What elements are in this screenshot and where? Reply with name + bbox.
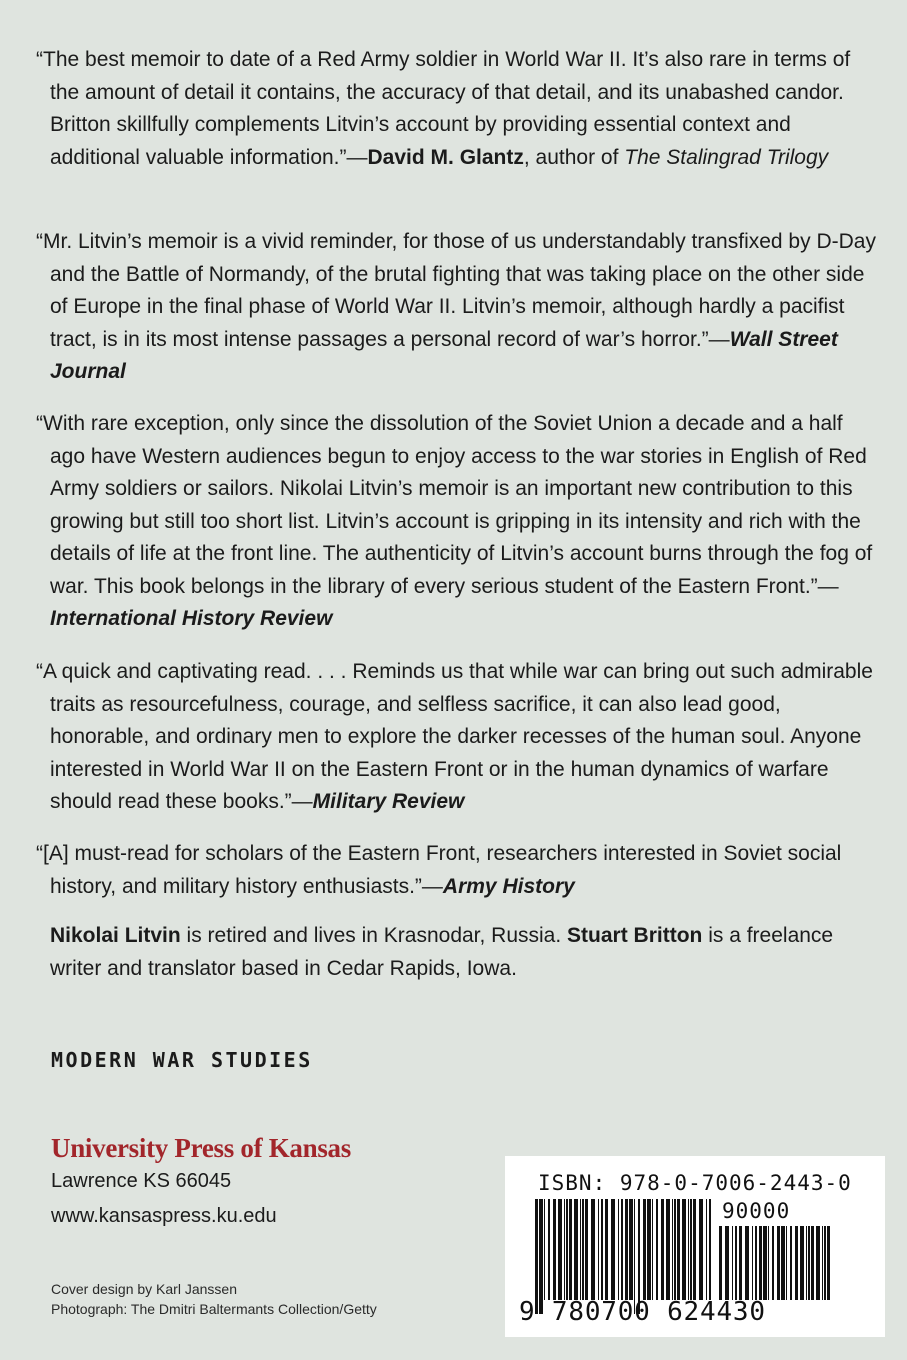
barcode-bar <box>621 1199 623 1300</box>
barcode-bar <box>772 1226 774 1300</box>
barcode-bar <box>725 1226 729 1300</box>
barcode-bar <box>591 1199 595 1300</box>
blurb-source: Military Review <box>312 790 465 813</box>
barcode-bar <box>585 1199 588 1300</box>
blurb-text: “The best memoir to date of a Red Army soldier in World War II. It’s also rare in terms of the amount of detail it contains, the accuracy of that detail, and its unabashed candor. Britton skillfully complements Litvin’s account by providing essential context and additional valuable information.”— <box>36 48 851 169</box>
bio-text: is a freelance writer and translator based in Cedar Rapids, Iowa. <box>50 924 834 980</box>
blurb-text: “Mr. Litvin’s memoir is a vivid reminder, for those of us understandably transfixed by D-Day and the Battle of Normandy, of the brutal fighting that was taking place on the other side of Europe in the final phase of World War II. Litvin’s memoir, although hardly a pacifist tract, is in its most intense passages a personal record of war’s horror.”— <box>36 230 876 351</box>
bio-name-litvin: Nikolai Litvin <box>50 924 181 947</box>
barcode-bar <box>611 1199 615 1300</box>
blurb-wsj <box>36 226 882 389</box>
barcode-bar <box>553 1199 556 1300</box>
publisher-name: University Press of Kansas <box>51 1133 351 1163</box>
blurb-military-review <box>36 656 882 819</box>
blurb-ihr <box>36 408 882 636</box>
blurb-army-history <box>36 838 882 903</box>
blurb-glantz <box>36 44 882 174</box>
barcode-bar <box>768 1226 769 1300</box>
blurb-text: “With rare exception, only since the dissolution of the Soviet Union a decade and a half ago have Western audiences begun to enjoy access to the war stories in English of Red Army soldiers or sailors. Nikolai Litvin’s memoir is an important new contribution to this growing but still too short list. Litvin’s account is gripping in its intensity and rich with the details of life at the front line. The authenticity of Litvin’s account burns through the fog of war. This book belongs in the library of every serious student of the Eastern Front.”— <box>36 412 873 598</box>
barcode-bar <box>781 1226 785 1300</box>
barcode-bar <box>677 1199 680 1300</box>
barcode-bar <box>656 1199 658 1300</box>
barcode-bar <box>827 1226 830 1300</box>
barcode-bar <box>661 1199 664 1300</box>
barcode-bar <box>786 1226 787 1300</box>
blurb-author: David M. Glantz <box>367 145 524 169</box>
barcode-bar <box>688 1199 689 1300</box>
barcode-bar <box>643 1199 646 1300</box>
barcode-bar <box>674 1199 676 1300</box>
barcode-bar <box>759 1226 762 1300</box>
ean-digits: 9 780700 624430 <box>519 1297 766 1327</box>
barcode-bar <box>800 1226 804 1300</box>
barcode-bar <box>811 1226 814 1300</box>
barcode-bar <box>795 1226 798 1300</box>
barcode-bar <box>790 1226 792 1300</box>
barcode-bar <box>618 1199 619 1300</box>
barcode-bar <box>824 1226 826 1300</box>
barcode-bar <box>709 1199 711 1300</box>
blurb-source: Wall Street Journal <box>50 327 838 383</box>
blurb-work-title: The Stalingrad Trilogy <box>624 145 829 169</box>
publisher-website[interactable]: www.kansaspress.ku.edu <box>51 1205 277 1227</box>
barcode-bar <box>647 1199 651 1300</box>
blurb-text: “[A] must-read for scholars of the Eastern Front, researchers interested in Soviet social history, and military history enthusiasts.”— <box>36 842 842 898</box>
price-code-label: 90000 <box>722 1199 791 1223</box>
barcode-bar <box>566 1199 568 1300</box>
isbn-label: ISBN: 978-0-7006-2443-0 <box>538 1171 852 1195</box>
barcode-bar <box>672 1199 673 1300</box>
barcode-bar <box>548 1199 550 1300</box>
cover-design-credit: Cover design by Karl Janssen <box>51 1281 237 1297</box>
bio-name-britton: Stuart Britton <box>567 924 703 947</box>
barcode-bar <box>755 1226 757 1300</box>
barcode-bar <box>544 1199 545 1300</box>
barcode-bar <box>752 1226 753 1300</box>
barcode-bar <box>745 1226 749 1300</box>
barcode-bar <box>605 1199 608 1300</box>
barcode-bar <box>682 1199 686 1300</box>
publisher-city: Lawrence KS 66045 <box>51 1170 232 1192</box>
barcode-bar <box>569 1199 572 1300</box>
barcode-bar <box>629 1199 633 1300</box>
blurb-source: International History Review <box>50 607 333 630</box>
barcode-bar <box>808 1226 810 1300</box>
bio-text: is retired and lives in Krasnodar, Russia. <box>180 924 568 947</box>
barcode-bar <box>580 1199 581 1300</box>
blurb-source: Army History <box>442 874 575 898</box>
barcode-bar <box>601 1199 603 1300</box>
barcode-bar <box>693 1199 696 1300</box>
author-bio <box>50 920 870 985</box>
barcode-bar <box>816 1226 820 1300</box>
photo-credit: Photograph: The Dmitri Baltermants Collection/Getty <box>51 1301 377 1317</box>
barcode-bar <box>582 1199 584 1300</box>
barcode-bar <box>699 1199 703 1300</box>
barcode-bar <box>763 1226 767 1300</box>
barcode-bar <box>739 1226 742 1300</box>
blurb-text: “A quick and captivating read. . . . Reminds us that while war can bring out such admirable traits as resourcefulness, courage, and selfless sacrifice, it can also lead good, honorable, and ordinary men to explore the darker recesses of the human soul. Anyone interested in World War II on the Eastern Front or in the human dynamics of warfare should read these books.”— <box>36 660 873 813</box>
barcode-panel <box>505 1156 885 1337</box>
barcode-bar <box>777 1226 780 1300</box>
blurb-text: , author of <box>523 145 625 169</box>
series-title: MODERN WAR STUDIES <box>51 1048 313 1072</box>
barcode-bar <box>564 1199 565 1300</box>
barcode-bar <box>598 1199 599 1300</box>
barcode-bar <box>574 1199 578 1300</box>
barcode-bar <box>806 1226 807 1300</box>
barcode-bar <box>719 1226 722 1300</box>
barcode-bar <box>822 1226 823 1300</box>
barcode-bar <box>735 1226 737 1300</box>
barcode-bar <box>706 1199 707 1300</box>
barcode-bar <box>666 1199 670 1300</box>
barcode-bar <box>690 1199 692 1300</box>
barcode-bar <box>625 1199 628 1300</box>
barcode-bar <box>652 1199 653 1300</box>
barcode-bar <box>732 1226 733 1300</box>
barcode-bar <box>558 1199 562 1300</box>
